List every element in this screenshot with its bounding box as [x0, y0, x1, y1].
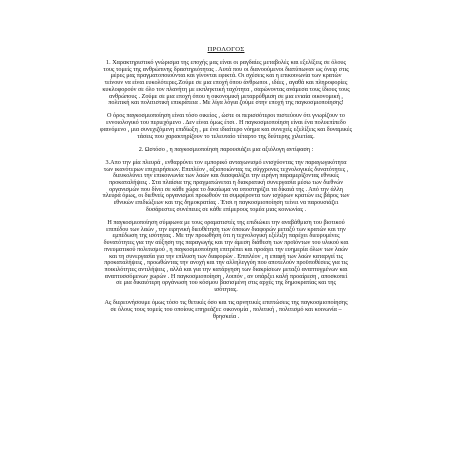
text-line: πολιτική και πολιτιστική επικράτεια . Με λίγα λόγια ζούμε στην εποχή της παγκοσμιοποίησης!	[108, 99, 344, 107]
text-line: Ο όρος παγκοσμιοποίηση είναι τόσο οικείος , ώστε οι περισσότεροι πιστεύουν ότι γνωρίζουν το	[107, 112, 345, 120]
text-line: φαινόμενο , μια συνεχιζόμενη επιδίωξη , με ένα ιδιαίτερο νόημα και συνεχείς εξελίξεις και δυναμικές	[100, 125, 352, 133]
paragraph	[30, 220, 422, 294]
text-line: εμπέδωση της ισότητας . Με την προωθήση ότι η τεχνολογική εξέλιξη παρέχει διευρυμένες	[112, 232, 340, 240]
text-line: τείνουν να είναι ευκολότερες.Ζούμε σε μια εποχή όπου άνθρωποι , ιδέες , αγαθά και πληροφορίες	[104, 79, 348, 87]
text-line: των ικανότερων επιχειρήσεων. Επιπλέον , αξιοποιώντας τις σύγχρονες τεχνολογικές δυνατότητες ,	[103, 165, 349, 173]
text-line: πλευρά όμως, οι διεθνείς οργανισμοί προωθούν τα συμφέροντα των ισχύρων κρατών εις βάρος των	[102, 192, 350, 200]
text-line: τους τομείς της ανθρώπινης δραστηριότητας . Αυτά που οι διανοούμενοι διατύπωναν ως όνειρ στις	[103, 65, 349, 73]
text-line: ανθρώπους . Ζούμε σε μια εποχή όπου η οικονομική μεταρρύθμιση σε μια ενιαία οικονομική ,	[109, 92, 343, 100]
text-line: 1. Χαρακτηριστικό γνώρισμα της εποχής μας είναι οι ραγδαίες μεταβολές και εξελίξεις σε όλους	[106, 59, 346, 66]
text-line: προκαταλήψεις , προωθώντας την ανοχή και την αλληλεγγύη που αποτελούν προϋποθέσεις για τις	[104, 259, 348, 267]
document-title: ΠΡΟΛΟΓΟΣ	[207, 46, 245, 53]
paragraph	[30, 60, 422, 107]
text-line: και τη συνεργασία για την επίλυση των διαφορών . Επιπλέον , η επαφή των λαών καταργεί τις	[109, 252, 343, 260]
text-line: οργανισμών που δίνει σε κάθε χώρα το δικαίωμα να υποστηρίζει τα δίκαιά της . Από την άλλη	[109, 185, 343, 193]
text-line: μέρες μας πραγματοποιούνται και γίνονται εφικτά. Οι σχέσεις και η επικοινωνία των κρατών	[110, 72, 342, 80]
text-line: εθνικών επιδιώξεων και της δημοκρατίας . Έτσι η παγκοσμιοποίηση τείνει να παρουσιάζει	[113, 199, 339, 207]
text-line: δυσάρεστες συνέπειες σε κάθε επίμερους τομέα μιας κοινωνίας .	[145, 205, 307, 213]
text-line: εννοιολογικό του περιεχόμενο . Δεν είναι όμως έτσι . Η παγκοσμιοποίηση είναι ένα πολυεπίπεδο	[106, 119, 346, 127]
paragraph	[30, 160, 422, 214]
text-line: τάσεις που χαρακτηρίζουν το τελευταίο τέταρτο της δεύτερης χιλιετίας.	[137, 132, 315, 140]
text-line: κυκλοφορούν σε όλο τον πλανήτη με εκπληκτική ταχύτητα , σαρώνοντας ανάμεσα τους ίδιους τους	[102, 85, 350, 93]
text-line: αναπτυσσόμενων χωρών . Η παγκοσμιοποίηση , λοιπόν , αν υπάρξει καλή προαίρεση , αποσκοπεί	[104, 272, 348, 280]
text-line: σε όλους τους τομείς του οποίους επηρεάζει: οικονομία , πολιτική , πολιτισμό και κοινωνία –	[110, 306, 342, 313]
text-line: δυνατότητες για την αύξηση της παραγωγής και την άμεση διάθεση των προϊόντων του υλικού και	[103, 239, 349, 247]
paragraph	[30, 113, 422, 140]
text-line: ισότητας.	[214, 286, 238, 294]
text-line: διευκολύνει την επικοινωνία των λαών και διασφαλίζει την ειρήνη παραμερίζοντας εθνικές	[112, 172, 339, 180]
text-line: 3.Απο την μία πλευρά , ενθαρρύνει τον εμπορικό ανταγωνισμό ενισχύοντας την παραγωγικότητα	[105, 158, 347, 166]
text-line: Ας διερευνήσουμε όμως τόσο τις θετικές όσο και τις αρνητικές επιπτώσεις της παγκοσμιοποίησης	[104, 299, 348, 307]
text-line: προκαταλήψεις . Στα πλαίσια της πραγματώνεται η διακρατική συνεργασία μέσω των διεθνών	[108, 179, 344, 187]
text-line: πνευματικού πολιτισμού , η παγκοσμιοποίηση επιτρέπει και προάγει την ευημερία όλων των λαών	[104, 245, 348, 253]
text-line: σε μια δικαιότερη οργάνωση του κόσμου βασισμένη στις αρχές της δημοκρατίας και της	[116, 279, 336, 287]
paragraph	[30, 147, 422, 154]
text-line: 2. Ωστόσο , η παγκοσμιοποίηση παρουσιάζει μια αξιόλογη αντίφαση :	[138, 145, 314, 153]
paragraph	[30, 300, 422, 320]
text-line: θρησκεία .	[212, 312, 240, 320]
document-body	[30, 60, 422, 320]
text-line: ποικιλότητες αντιλήψεις , αλλά και για την κατάργηση των διακρίσεων μεταξύ αναπτυγμένων και	[104, 265, 348, 273]
text-line: επιπέδου των λαών , την ειρηνική διευθέτηση των όποιων διαφορών μεταξύ των κρατών και την	[106, 225, 346, 233]
text-line: Η παγκοσμιοποίηση σύμφωνα με τους οραματιστές της επιδιώκει την αναβάθμιση του βιοτικού	[107, 219, 345, 227]
